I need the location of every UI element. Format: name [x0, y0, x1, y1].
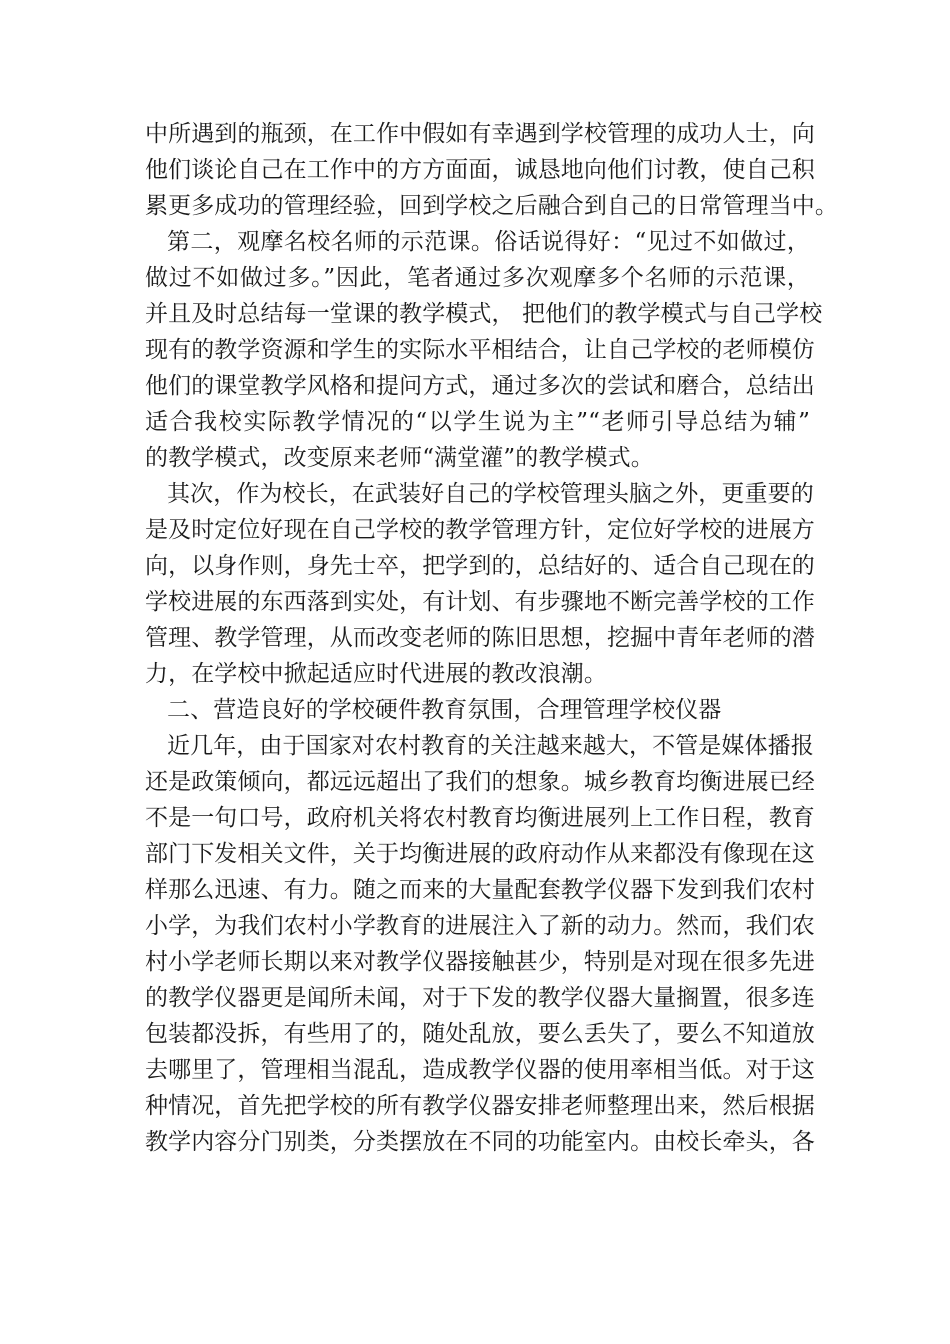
text-line: 并且及时总结每一堂课的教学模式， 把他们的教学模式与自己学校	[145, 301, 823, 327]
text-line: 力，在学校中掀起适应时代进展的教改浪潮。	[145, 661, 607, 687]
text-line: 是及时定位好现在自己学校的教学管理方针，定位好学校的进展方	[145, 517, 815, 543]
document-page	[145, 116, 838, 1160]
text-line: 第二，观摩名校名师的示范课。俗话说得好：“见过不如做过，	[167, 229, 810, 255]
text-line: 学校进展的东西落到实处，有计划、有步骤地不断完善学校的工作	[145, 589, 815, 615]
text-line: 做过不如做过多。”因此，笔者通过多次观摩多个名师的示范课，	[145, 265, 810, 291]
text-line: 的教学模式，改变原来老师“满堂灌”的教学模式。	[145, 445, 654, 471]
text-line: 现有的教学资源和学生的实际水平相结合，让自己学校的老师模仿	[145, 337, 815, 363]
text-line: 其次，作为校长，在武装好自己的学校管理头脑之外，更重要的	[167, 481, 814, 507]
text-line: 小学，为我们农村小学教育的进展注入了新的动力。然而，我们农	[145, 913, 815, 939]
text-line: 教学内容分门别类，分类摆放在不同的功能室内。由校长牵头，各	[145, 1129, 815, 1155]
text-line: 还是政策倾向，都远远超出了我们的想象。城乡教育均衡进展已经	[145, 769, 815, 795]
text-line: 部门下发相关文件，关于均衡进展的政府动作从来都没有像现在这	[145, 841, 815, 867]
text-line: 管理、教学管理，从而改变老师的陈旧思想，挖掘中青年老师的潜	[145, 625, 815, 651]
text-line: 村小学老师长期以来对教学仪器接触甚少，特别是对现在很多先进	[145, 949, 815, 975]
text-line: 中所遇到的瓶颈，在工作中假如有幸遇到学校管理的成功人士，向	[145, 121, 815, 147]
text-line: 近几年，由于国家对农村教育的关注越来越大，不管是媒体播报	[167, 733, 814, 759]
text-line: 适合我校实际教学情况的“以学生说为主”“老师引导总结为辅”	[145, 409, 810, 435]
text-line: 向，以身作则，身先士卒，把学到的，总结好的、适合自己现在的	[145, 553, 815, 579]
text-line: 不是一句口号，政府机关将农村教育均衡进展列上工作日程，教育	[145, 805, 815, 831]
text-line: 去哪里了，管理相当混乱，造成教学仪器的使用率相当低。对于这	[145, 1057, 815, 1083]
text-line: 种情况，首先把学校的所有教学仪器安排老师整理出来，然后根据	[145, 1093, 815, 1119]
text-line: 的教学仪器更是闻所未闻，对于下发的教学仪器大量搁置，很多连	[145, 985, 815, 1011]
text-line: 累更多成功的管理经验，回到学校之后融合到自己的日常管理当中。	[145, 193, 838, 219]
text-line: 包装都没拆，有些用了的，随处乱放，要么丢失了，要么不知道放	[145, 1021, 815, 1047]
text-line: 样那么迅速、有力。随之而来的大量配套教学仪器下发到我们农村	[145, 877, 815, 903]
section-heading: 二、营造良好的学校硬件教育氛围，合理管理学校仪器	[167, 697, 722, 723]
text-line: 他们谈论自己在工作中的方方面面，诚恳地向他们讨教，使自己积	[145, 157, 815, 183]
text-line: 他们的课堂教学风格和提问方式，通过多次的尝试和磨合，总结出	[145, 373, 815, 399]
